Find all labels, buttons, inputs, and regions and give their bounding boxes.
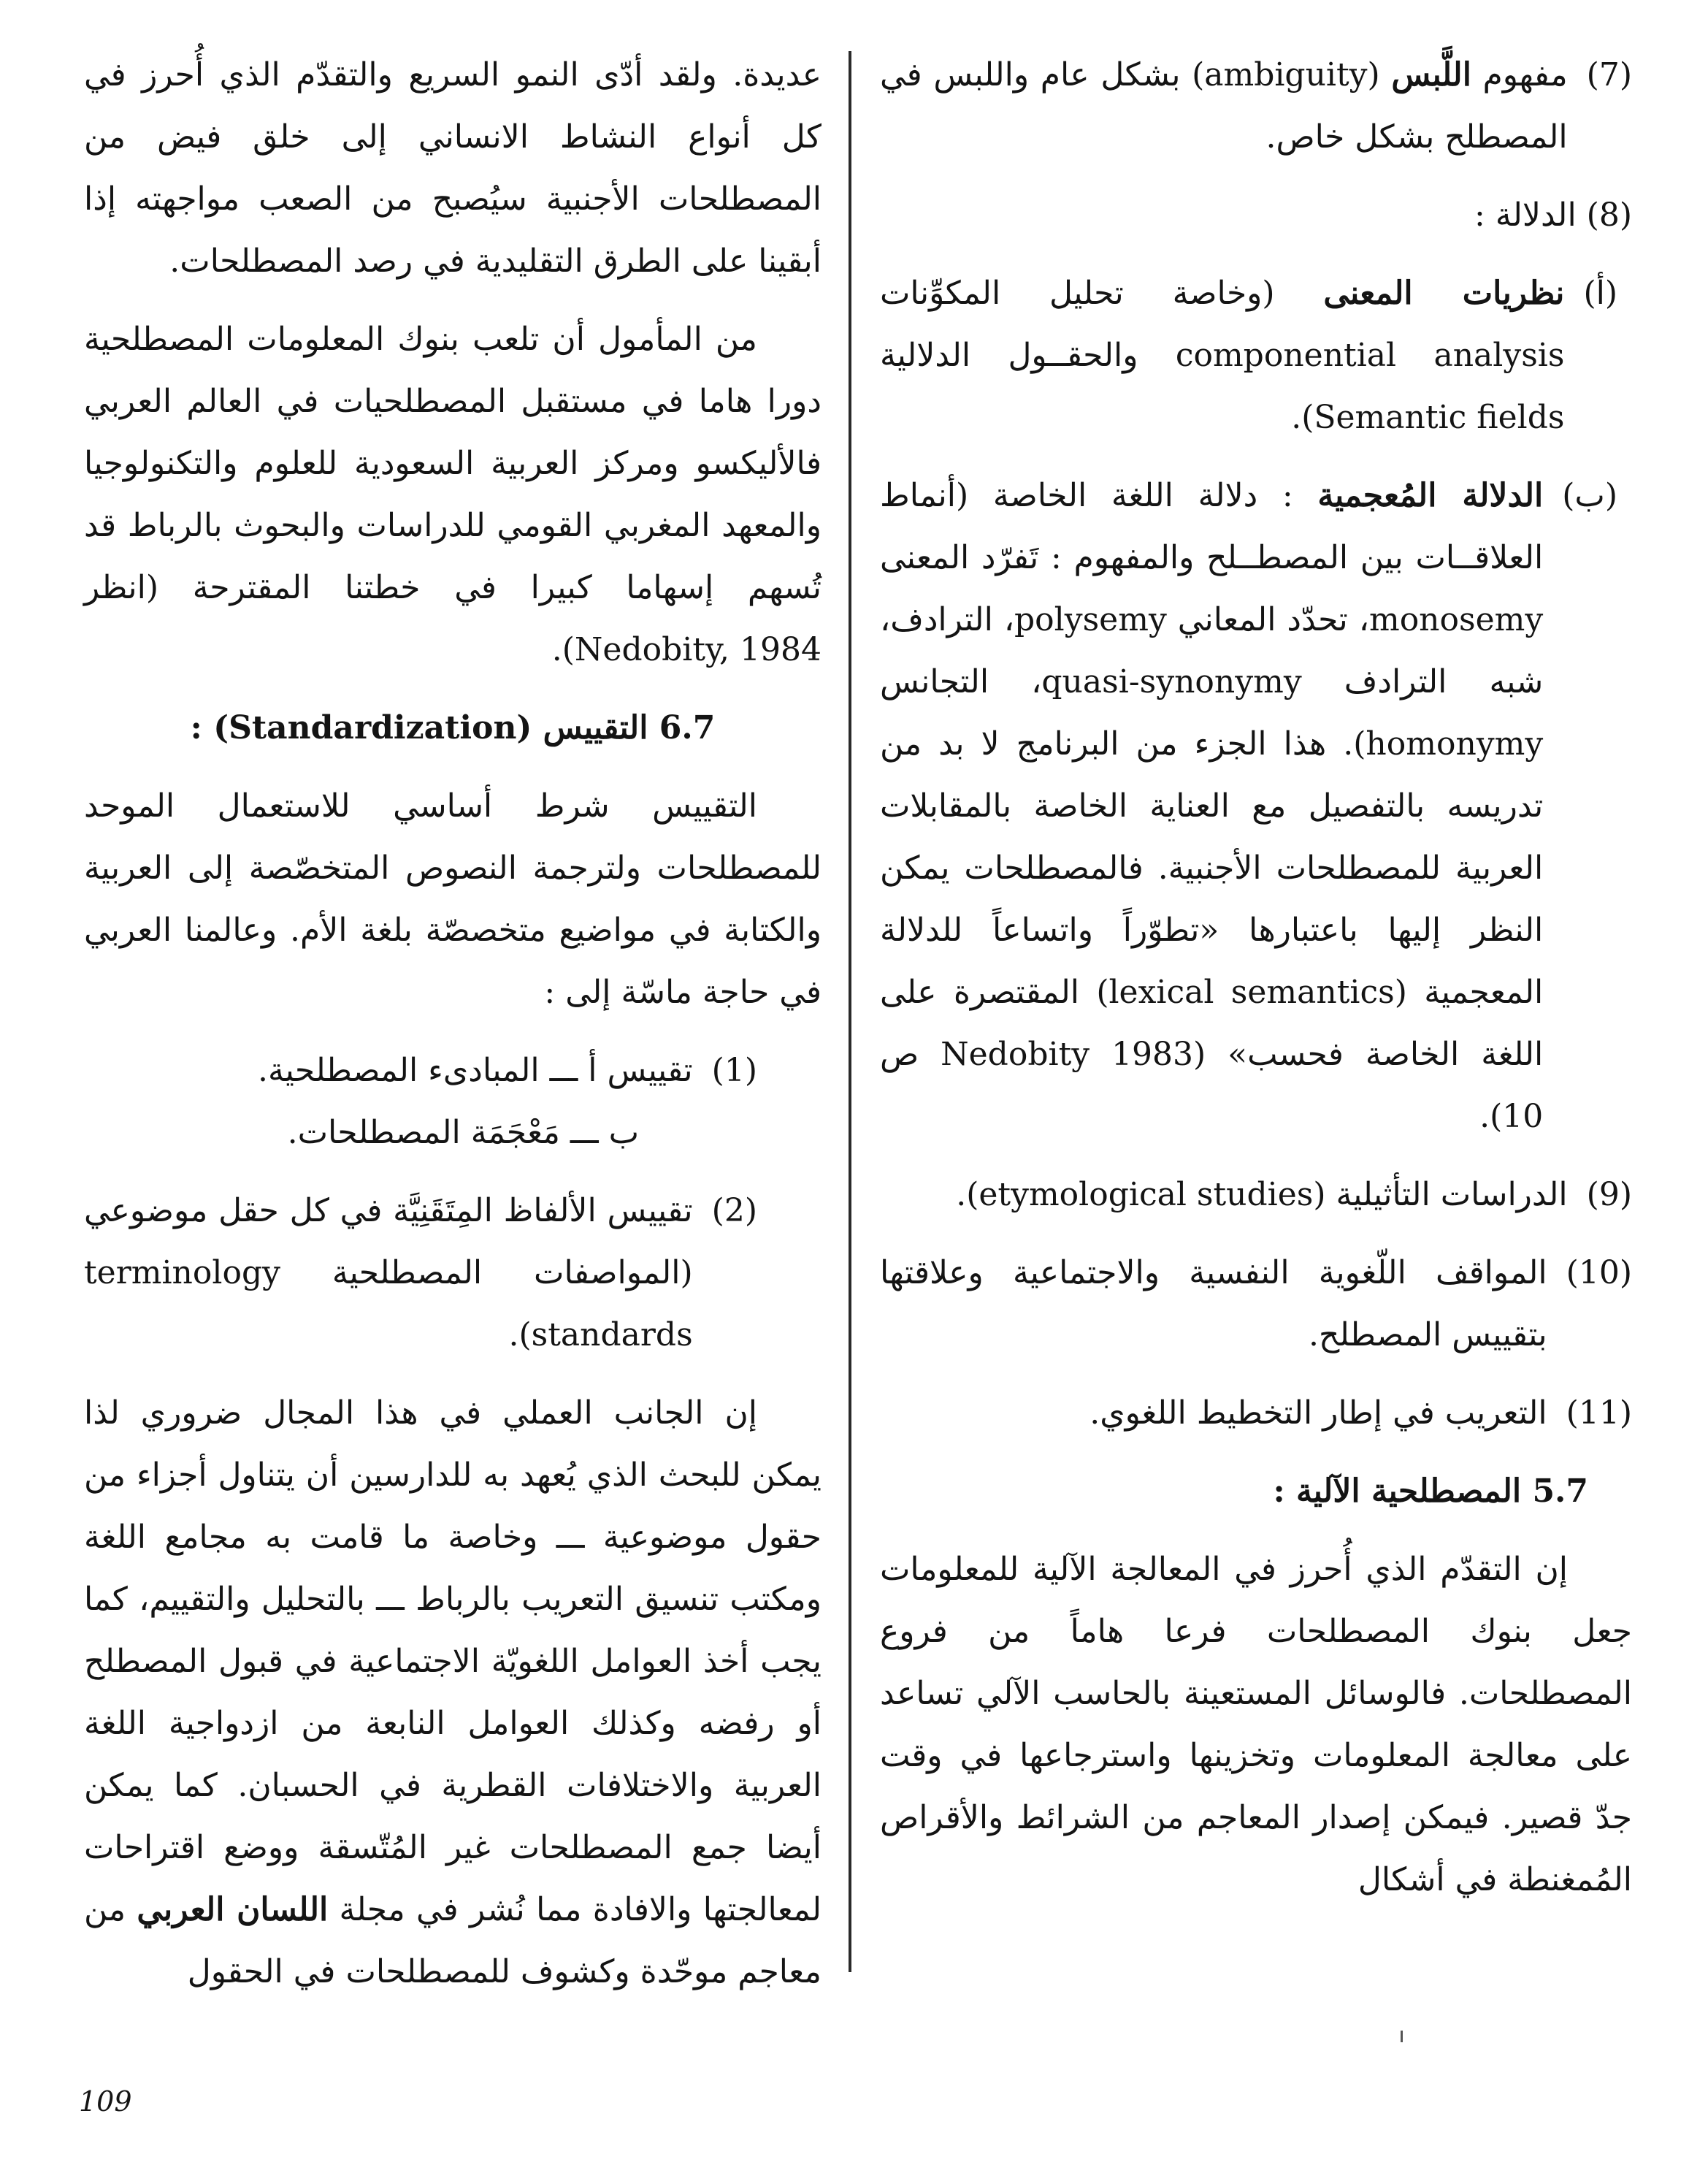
item-text: التعريب في إطار التخطيط اللغوي.	[1089, 1394, 1547, 1432]
paragraph: عديدة. ولقد أدّى النمو السريع والتقدّم الذي أُحرز في كل أنواع النشاط الانساني إلى خلق فيض من المصطلحات الأجنبية سيُصبح من الصعب مواجهته إذا أبقينا على الطرق التقليدية في رصد المصطلحات.	[84, 56, 822, 280]
item-number: (11)	[1566, 1394, 1632, 1432]
bold-term: اللَّبس	[1391, 56, 1471, 93]
right-column	[880, 44, 1632, 1911]
paragraph: من المأمول أن تلعب بنوك المعلومات المصطلحية دورا هاما في مستقبل المصطلحيات في العالم العربي فالأليكسو ومركز العربية السعودية للعلوم والتكنولوجيا والمعهد المغربي القومي للدراسات والبحوث بالرباط قد تُسهم إسهاما كبيرا في خطتنا المقترحة (انظر Nedobity, 1984).	[84, 321, 822, 668]
item-text: تقييس أ ـــ المبادىء المصطلحية.	[258, 1052, 693, 1089]
paragraph: إن التقدّم الذي أُحرز في المعالجة الآلية للمعلومات جعل بنوك المصطلحات فرعا هاماً من فروع المصطلحات. فالوسائل المستعينة بالحاسب الآلي تساعد على معالجة المعلومات وتخزينها واسترجاعها في وقت جدّ قصير. فيمكن إصدار المعاجم من الشرائط والأقراص المُمغنطة في أشكال	[880, 1551, 1632, 1898]
item-text: الدراسات التأثيلية (etymological studies).	[956, 1176, 1568, 1213]
item-number: (9)	[1586, 1176, 1632, 1213]
item-number: (10)	[1566, 1254, 1632, 1291]
bold-term: نظريات المعنى	[1323, 275, 1565, 312]
item-text: مفهوم اللَّبس (ambiguity) بشكل عام واللبس في المصطلح بشكل خاص.	[880, 56, 1568, 156]
paragraph: التقييس شرط أساسي للاستعمال الموحد للمصطلحات ولترجمة النصوص المتخصّصة إلى العربية والكتابة في مواضيع متخصصّة بلغة الأم. وعالمنا العربي في حاجة ماسّة إلى :	[84, 787, 822, 1011]
section-heading: 6.7 التقييس (Standardization) :	[190, 709, 716, 746]
list-item	[880, 1164, 1632, 1226]
list-item	[880, 1242, 1632, 1366]
bold-term: الدلالة المُعجمية	[1317, 477, 1544, 514]
list-item	[84, 1180, 757, 1366]
print-mark	[1401, 2031, 1403, 2042]
item-text: نظريات المعنى (وخاصة تحليل المكوِّنات componential analysis والحقــول الدلالية Semantic fields).	[880, 275, 1565, 436]
list-item: ب ـــ مَعْجَمَة المصطلحات.	[287, 1114, 639, 1151]
item-number: (7)	[1586, 56, 1632, 93]
list-item: (8) الدلالة :	[1474, 196, 1632, 234]
list-item	[880, 44, 1632, 168]
item-number: (أ)	[1583, 275, 1617, 312]
item-number: (2)	[711, 1192, 757, 1229]
item-number: (1)	[711, 1052, 757, 1089]
bold-term: اللسان العربي	[137, 1891, 329, 1928]
item-text: الدلالة المُعجمية : دلالة اللغة الخاصة (أنماط العلاقــات بين المصطــلح والمفهوم : تَفرّد المعنى monosemy، تحدّد المعاني polysemy، الترادف، شبه الترادف quasi-synonymy، التجانس homonymy). هذا الجزء من البرنامج لا بد من تدريسه بالتفصيل مع العناية الخاصة بالمقابلات العربية للمصطلحات الأجنبية. فالمصطلحات يمكن النظر إليها باعتبارها «تطوّراً واتساعاً للدلالة المعجمية (lexical semantics) المقتصرة على اللغة الخاصة فحسب» (1983 Nedobity ص 10).	[880, 477, 1544, 1135]
item-number: (ب)	[1562, 477, 1617, 514]
page-number: 109	[79, 2085, 132, 2117]
paragraph: إن الجانب العملي في هذا المجال ضروري لذا يمكن للبحث الذي يُعهد به للدارسين أن يتناول أجزاء من حقول موضوعية ـــ وخاصة ما قامت به مجامع اللغة ومكتب تنسيق التعريب بالرباط ـــ بالتحليل والتقييم، كما يجب أخذ العوامل اللغويّة الاجتماعية في قبول المصطلح أو رفضه وكذلك العوامل النابعة من ازدواجية اللغة العربية والاختلافات القطرية في الحسبان. كما يمكن أيضا جمع المصطلحات غير المُتّسقة ووضع اقتراحات لمعالجتها والافادة مما نُشر في مجلة اللسان العربي من معاجم موحّدة وكشوف للمصطلحات في الحقول	[84, 1394, 822, 1990]
item-text: المواقف اللّغوية النفسية والاجتماعية وعلاقتها بتقييس المصطلح.	[880, 1254, 1547, 1353]
item-text: تقييس الألفاظ المِتَقَنِيَّة في كل حقل موضوعي (المواصفات المصطلحية terminology standards).	[84, 1192, 693, 1353]
left-column	[84, 44, 822, 2003]
list-item	[880, 1382, 1632, 1444]
column-divider	[849, 51, 851, 1972]
list-item	[84, 1039, 757, 1101]
list-item	[880, 465, 1632, 1147]
list-item	[880, 262, 1632, 448]
section-heading: 5.7 المصطلحية الآلية :	[1273, 1473, 1588, 1510]
